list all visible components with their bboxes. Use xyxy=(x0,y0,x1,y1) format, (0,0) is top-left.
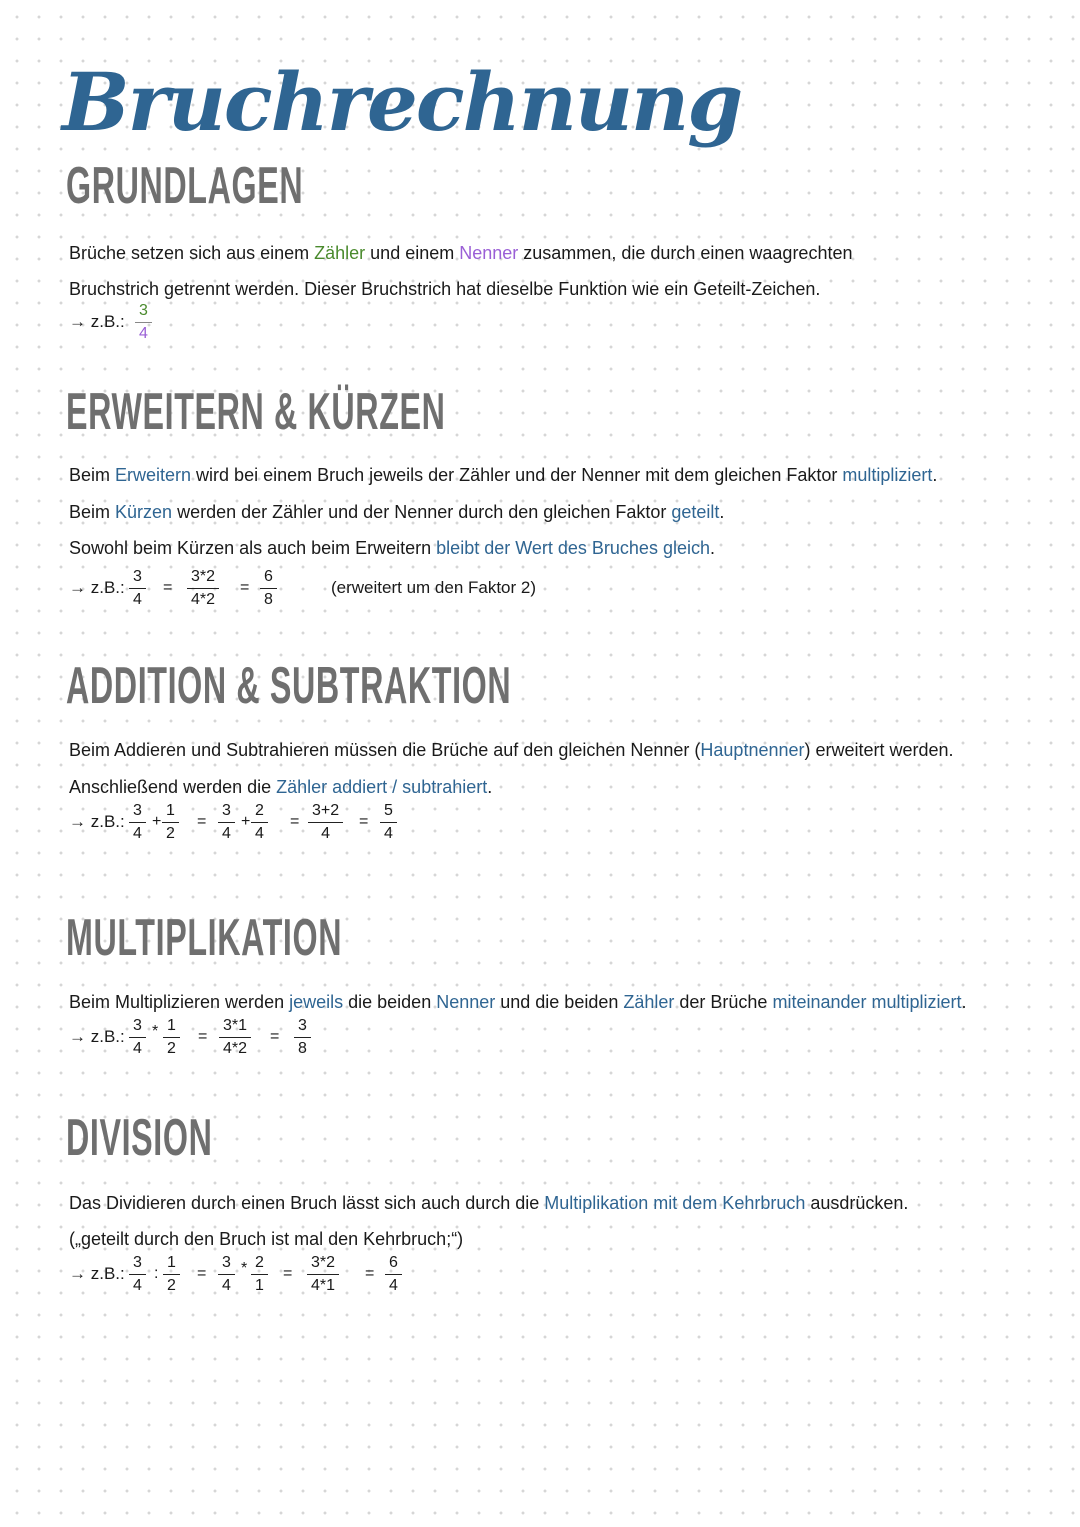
paragraph-line: Beim Multiplizieren werden jeweils die beiden Nenner und die beiden Zähler der Brüche miteinander multipliziert. xyxy=(69,992,967,1012)
fraction: $\frac{3}{4}$ xyxy=(129,1254,146,1295)
fraction: $\frac{3}{4}$ xyxy=(218,1254,235,1295)
operator: + xyxy=(241,813,251,830)
highlight-zaehler: Zähler xyxy=(314,243,366,263)
fraction: $\frac{2}{1}$ xyxy=(251,1254,268,1295)
paragraph-line: Bruchstrich getrennt werden. Dieser Bruchstrich hat dieselbe Funktion wie ein Geteilt-Zeichen. xyxy=(69,279,821,299)
operator: = xyxy=(197,813,207,830)
example xyxy=(69,568,669,612)
highlight-term: Nenner xyxy=(436,992,496,1012)
example-prefix: → z.B.: xyxy=(69,578,125,597)
section-multiplikation xyxy=(66,909,1026,1072)
example xyxy=(69,1017,469,1061)
operator: = xyxy=(197,1265,207,1282)
fraction: $\frac{3*2}{4*2}$ xyxy=(187,568,219,609)
highlight-term: multipliziert xyxy=(842,465,933,485)
highlight-term: Zähler xyxy=(623,992,675,1012)
operator: = xyxy=(240,579,250,596)
example-prefix: → z.B.: xyxy=(69,312,125,331)
operator: : xyxy=(154,1265,159,1282)
fraction: $\frac{3}{4}$ xyxy=(129,802,146,843)
operator: + xyxy=(152,813,162,830)
section-heading: MULTIPLIKATION xyxy=(66,909,343,967)
highlight-nenner: Nenner xyxy=(459,243,519,263)
highlight-term: Erweitern xyxy=(115,465,192,485)
example-prefix: → z.B.: xyxy=(69,812,125,831)
highlight-term: miteinander multipliziert xyxy=(772,992,962,1012)
fraction: $\frac{6}{4}$ xyxy=(385,1254,402,1295)
section-erweitern-kuerzen xyxy=(66,383,1026,616)
example-prefix: → z.B.: xyxy=(69,1264,125,1283)
fraction: $\frac{3}{4}$ xyxy=(129,1017,146,1058)
paragraph-line: Beim Kürzen werden der Zähler und der Nenner durch den gleichen Faktor geteilt. xyxy=(69,502,725,522)
example-prefix: → z.B.: xyxy=(69,1027,125,1046)
fraction: $\frac{1}{2}$ xyxy=(163,1254,180,1295)
fraction: $\frac{5}{4}$ xyxy=(380,802,397,843)
fraction: $\frac{2}{4}$ xyxy=(251,802,268,843)
paragraph-line: Beim Erweitern wird bei einem Bruch jeweils der Zähler und der Nenner mit dem gleichen Faktor multipliziert. xyxy=(69,465,938,485)
fraction: $\frac{3}{4}$ xyxy=(218,802,235,843)
section-division xyxy=(66,1109,1026,1312)
fraction: $\frac{3*1}{4*2}$ xyxy=(219,1017,251,1058)
operator: = xyxy=(163,579,173,596)
fraction: $\frac{3*2}{4*1}$ xyxy=(307,1254,339,1295)
highlight-term: geteilt xyxy=(671,502,720,522)
page-title: Bruchrechnung xyxy=(62,55,742,149)
paragraph-line: Brüche setzen sich aus einem Zähler und einem Nenner zusammen, die durch einen waagrechten xyxy=(69,243,853,263)
operator: = xyxy=(290,813,300,830)
operator: * xyxy=(241,1260,248,1277)
paragraph-line: Das Dividieren durch einen Bruch lässt sich auch durch die Multiplikation mit dem Kehrbruch ausdrücken. xyxy=(69,1193,909,1213)
fraction: $\frac{1}{2}$ xyxy=(162,802,179,843)
operator: = xyxy=(359,813,369,830)
operator: * xyxy=(152,1023,159,1040)
paragraph-line: Sowohl beim Kürzen als auch beim Erweitern bleibt der Wert des Bruches gleich. xyxy=(69,538,715,558)
paragraph-line: („geteilt durch den Bruch ist mal den Kehrbruch;“) xyxy=(69,1229,464,1249)
operator: = xyxy=(270,1028,280,1045)
example xyxy=(69,802,469,846)
fraction: $\frac{3+2}{4}$ xyxy=(308,802,343,843)
fraction: $\frac{3}{4}$ xyxy=(129,568,146,609)
highlight-term: Multiplikation mit dem Kehrbruch xyxy=(544,1193,806,1213)
highlight-term: bleibt der Wert des Bruches gleich xyxy=(436,538,710,558)
example xyxy=(69,302,269,346)
highlight-term: Kürzen xyxy=(115,502,173,522)
operator: = xyxy=(365,1265,375,1282)
fraction: $\frac{1}{2}$ xyxy=(163,1017,180,1058)
highlight-term: Zähler addiert / subtrahiert xyxy=(276,777,488,797)
operator: = xyxy=(198,1028,208,1045)
fraction: $\frac{3}{8}$ xyxy=(294,1017,311,1058)
section-heading: GRUNDLAGEN xyxy=(66,157,304,215)
section-heading: DIVISION xyxy=(66,1109,213,1167)
section-heading: ERWEITERN & KÜRZEN xyxy=(66,383,446,441)
section-grundlagen xyxy=(66,157,1026,350)
section-addition-subtraktion xyxy=(66,657,1026,860)
example-note: (erweitert um den Faktor 2) xyxy=(331,578,537,597)
highlight-term: Hauptnenner xyxy=(700,740,805,760)
example xyxy=(69,1254,469,1298)
fraction: $\frac{6}{8}$ xyxy=(260,568,277,609)
paragraph-line: Beim Addieren und Subtrahieren müssen die Brüche auf den gleichen Nenner (Hauptnenner) erweitert werden. xyxy=(69,740,954,760)
paragraph-line: Anschließend werden die Zähler addiert / subtrahiert. xyxy=(69,777,493,797)
highlight-term: jeweils xyxy=(289,992,344,1012)
section-heading: ADDITION & SUBTRAKTION xyxy=(66,657,512,715)
fraction: $\frac{3}{4}$ xyxy=(135,302,152,343)
operator: = xyxy=(283,1265,293,1282)
